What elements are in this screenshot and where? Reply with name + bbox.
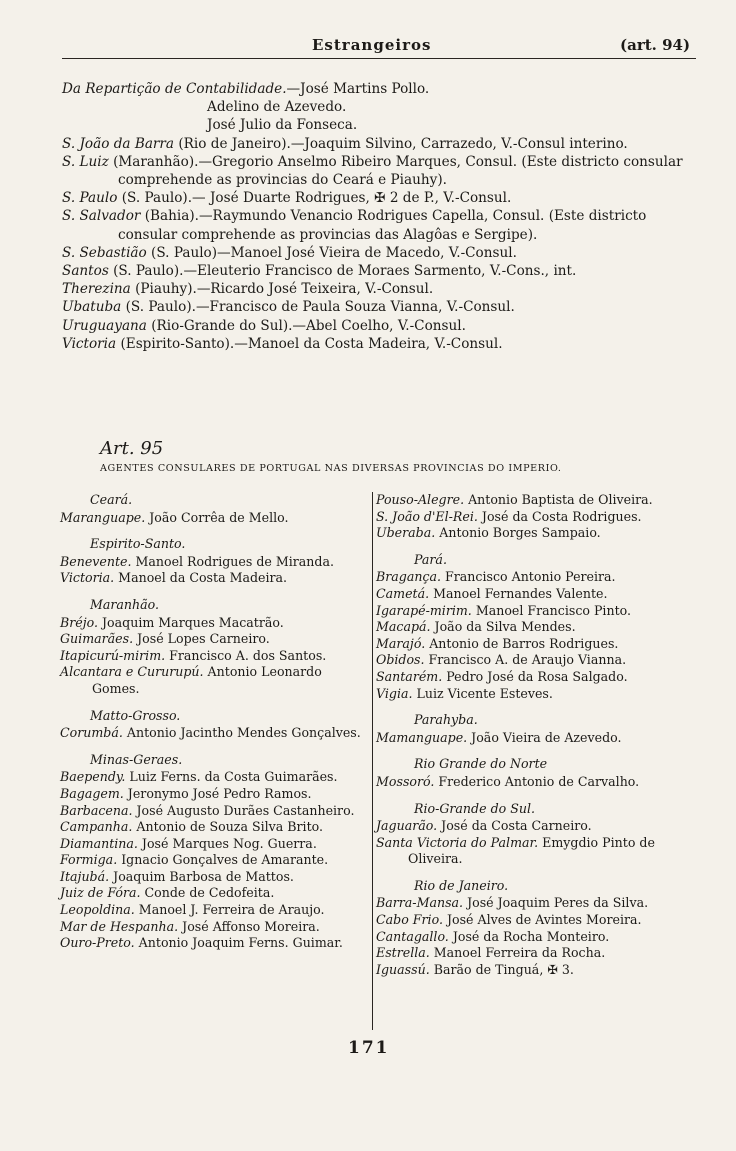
agent-name: Manoel Fernandes Valente. [429,585,608,601]
agent-place: Cabo Frio. [376,912,443,928]
agent-entry [60,664,373,697]
consul-entry [62,298,702,316]
agent-name: Antonio Leonardo Gomes. [92,664,322,696]
agent-name: Ignacio Gonçalves de Amarante. [117,852,329,868]
agent-entry [376,509,696,526]
consul-entry [62,189,702,207]
consul-entry [62,135,702,153]
agent-place: Guimarães. [60,631,134,647]
agent-place: Igarapé-mirim. [376,602,472,618]
section-gap [376,868,696,878]
consul-text: (S. Paulo).—Francisco de Paula Souza Vianna, V.-Consul. [121,299,515,316]
consul-place: S. Luiz [62,153,109,170]
agent-name: José Lopes Carneiro. [133,631,270,647]
agent-entry [60,554,373,571]
agent-place: Diamantina. [60,835,138,851]
province-heading: Rio de Janeiro. [414,877,509,893]
consul-list [62,80,702,353]
province-heading: Maranhão. [90,596,160,612]
agent-place: Santa Victoria do Palmar. [376,834,539,850]
consul-place: Santos [62,263,109,280]
agent-entry [60,885,373,902]
agent-place: Ouro-Preto. [60,935,135,951]
agent-place: Itapicurú-mirim. [60,647,166,663]
agent-entry [60,836,373,853]
consul-entry [62,335,702,353]
agent-name: Francisco A. dos Santos. [165,647,327,663]
agent-name: Conde de Cedofeita. [140,885,275,901]
agent-place: Santarém. [376,668,443,684]
agent-entry [376,835,696,868]
agent-place: Pouso-Alegre. [376,492,465,507]
agent-name: Pedro José da Rosa Salgado. [442,668,628,684]
agent-entry [60,786,373,803]
agent-entry [376,774,696,791]
agent-name: Jeronymo José Pedro Ramos. [123,785,312,801]
agent-place: Barbacena. [60,802,133,818]
agent-entry [376,895,696,912]
consul-text: (S. Paulo).—Eleuterio Francisco de Moraes Sarmento, V.-Cons., int. [108,263,577,280]
agent-entry [376,619,696,636]
agent-entry [60,570,373,587]
agent-entry [60,769,373,786]
agent-entry [376,603,696,620]
consul-place: S. João da Barra [62,135,175,152]
header-rule [62,58,696,59]
consul-place: Da Repartição de Contabilidade. [62,81,287,97]
agent-name: Emygdio Pinto de Oliveira. [408,834,655,867]
agent-place: Victoria. [60,570,115,586]
consul-place: S. Sebastião [62,244,147,261]
article-heading: Art. 95 [100,438,164,459]
section-gap [60,526,373,536]
agent-name: Barão de Tinguá, ✠ 3. [429,961,574,977]
section-gap [60,587,373,597]
agent-entry [60,803,373,820]
agent-place: Baependy. [60,769,126,785]
agent-name: Frederico Antonio de Carvalho. [434,773,640,789]
consul-place: S. Salvador [62,208,141,225]
agent-name: José da Costa Carneiro. [437,818,592,834]
consul-place: S. Paulo [62,190,118,207]
agent-entry [376,912,696,929]
agent-place: S. João d'El-Rei. [376,508,478,524]
agent-name: Antonio Baptista de Oliveira. [464,492,653,507]
agent-place: Juiz de Fóra. [60,885,141,901]
province-heading: Ceará. [90,492,133,507]
header-article: (art. 94) [620,36,691,54]
agent-place: Itajubá. [60,868,110,884]
agent-place: Barra-Mansa. [376,895,464,911]
agent-entry [60,510,373,527]
agent-name: Manoel Ferreira da Rocha. [429,945,606,961]
consul-text: —José Martins Pollo. [286,81,430,97]
section-gap [376,791,696,801]
agent-name: José da Rocha Monteiro. [448,928,610,944]
agent-entry [376,730,696,747]
consul-entry [62,244,702,262]
agent-entry [376,945,696,962]
agent-name: Manoel Francisco Pinto. [471,602,631,618]
agent-place: Cametá. [376,585,430,601]
agent-entry [60,935,373,952]
province-heading: Espirito-Santo. [90,536,186,552]
agent-place: Macapá. [376,619,431,635]
agent-place: Maranguape. [60,509,146,525]
agent-name: Manoel da Costa Madeira. [114,570,288,586]
agent-name: José Affonso Moreira. [178,918,320,934]
agent-entry [376,818,696,835]
right-column [376,492,696,978]
agent-name: Antonio de Barros Rodrigues. [425,635,619,651]
agent-place: Estrella. [376,945,430,961]
consul-text: (S. Paulo).— José Duarte Rodrigues, ✠ 2 de P., V.-Consul. [117,190,512,207]
running-header [0,36,736,56]
agent-name: José da Costa Rodrigues. [477,508,642,524]
consul-text: (Bahia).—Raymundo Venancio Rodrigues Capella, Consul. (Este districto consular comprehende as provincias das Alagôas e Sergipe). [118,208,647,243]
agent-entry [60,919,373,936]
agent-entry [60,615,373,632]
agent-entry [376,525,696,542]
agent-entry [376,962,696,979]
consul-text: (Piauhy).—Ricardo José Teixeira, V.-Consul. [130,281,434,298]
consul-entry [62,153,702,189]
consul-entry [207,98,702,116]
agent-place: Bragança. [376,569,442,585]
consul-entry [62,80,702,98]
agent-entry [60,852,373,869]
agent-place: Benevente. [60,553,132,569]
section-gap [376,542,696,552]
agent-place: Iguassú. [376,961,430,977]
agent-place: Vigia. [376,685,413,701]
agent-entry [376,636,696,653]
consul-entry [62,262,702,280]
agent-entry [60,819,373,836]
agent-name: João Corrêa de Mello. [145,509,289,525]
agent-place: Jaguarão. [376,818,438,834]
agent-name: Joaquim Barbosa de Mattos. [109,868,294,884]
column-divider [372,492,373,1030]
agent-entry [376,652,696,669]
agent-name: José Joaquim Peres da Silva. [463,895,649,911]
agent-place: Leopoldina. [60,902,135,918]
agent-name: José Marques Nog. Guerra. [137,835,317,851]
agent-name: Manoel Rodrigues de Miranda. [131,553,334,569]
agent-entry [60,648,373,665]
consul-text: José Julio da Fonseca. [207,117,358,134]
agent-name: Manoel J. Ferreira de Araujo. [134,902,325,918]
province-heading: Parahyba. [414,712,478,728]
agent-entry [60,902,373,919]
section-gap [60,742,373,752]
agent-place: Mamanguape. [376,729,468,745]
agent-entry [376,569,696,586]
header-title: Estrangeiros [312,36,432,54]
agent-place: Bagagem. [60,785,124,801]
agent-name: João da Silva Mendes. [430,619,576,635]
consul-text: (S. Paulo)—Manoel José Vieira de Macedo, V.-Consul. [146,244,517,261]
agent-name: Luiz Ferns. da Costa Guimarães. [125,769,338,785]
agent-name: Antonio Joaquim Ferns. Guimar. [134,935,343,951]
province-heading: Minas-Geraes. [90,751,183,767]
agent-place: Obidos. [376,652,425,668]
agent-entry [376,929,696,946]
agent-entry [376,492,696,509]
agent-place: Corumbá. [60,725,123,741]
agent-name: José Alves de Avintes Moreira. [442,912,642,928]
agent-place: Alcantara e Cururupú. [60,664,204,680]
consul-text: (Rio de Janeiro).—Joaquim Silvino, Carrazedo, V.-Consul interino. [174,135,628,152]
consul-entry [207,116,702,134]
page-number: 171 [348,1038,390,1058]
section-gap [376,702,696,712]
province-heading: Rio Grande do Norte [414,756,548,772]
consul-text: (Maranhão).—Gregorio Anselmo Ribeiro Marques, Consul. (Este districto consular comprehende as provincias do Ceará e Piauhy). [108,153,683,189]
agent-name: José Augusto Durães Castanheiro. [132,802,355,818]
article-subtitle: AGENTES CONSULARES DE PORTUGAL NAS DIVERSAS PROVINCIAS DO IMPERIO. [100,463,562,474]
agent-place: Formiga. [60,852,118,868]
province-heading: Rio-Grande do Sul. [414,800,535,816]
province-heading: Pará. [414,551,447,567]
agent-place: Cantagallo. [376,928,449,944]
consul-entry [62,207,702,243]
agent-name: João Vieira de Azevedo. [467,729,622,745]
agent-entry [60,869,373,886]
consul-entry [62,317,702,335]
consul-place: Victoria [62,335,117,352]
left-column [60,492,373,952]
agent-entry [376,669,696,686]
consul-text: (Espirito-Santo).—Manoel da Costa Madeira, V.-Consul. [116,335,503,352]
agent-name: Francisco A. de Araujo Vianna. [424,652,627,668]
agent-place: Campanha. [60,819,133,835]
consul-text: (Rio-Grande do Sul).—Abel Coelho, V.-Consul. [146,317,466,334]
consul-text: Adelino de Azevedo. [207,99,347,116]
consul-place: Uruguayana [62,317,147,334]
consul-entry [62,280,702,298]
agent-name: Francisco Antonio Pereira. [441,569,616,585]
agent-place: Marajó. [376,635,426,651]
agent-entry [60,631,373,648]
agent-name: Joaquim Marques Macatrão. [98,614,284,630]
agent-place: Bréjo. [60,614,98,630]
agent-entry [60,725,373,742]
agent-place: Mar de Hespanha. [60,918,179,934]
agent-entry [376,586,696,603]
consul-place: Ubatuba [62,299,122,316]
agent-place: Uberaba. [376,525,436,541]
agent-entry [376,686,696,703]
section-gap [60,698,373,708]
province-heading: Matto-Grosso. [90,707,181,723]
section-gap [376,746,696,756]
agent-name: Luiz Vicente Esteves. [412,685,553,701]
agent-name: Antonio de Souza Silva Brito. [132,819,323,835]
agent-name: Antonio Jacintho Mendes Gonçalves. [122,725,361,741]
consul-place: Therezina [62,281,131,298]
agent-place: Mossoró. [376,773,435,789]
agent-name: Antonio Borges Sampaio. [435,525,601,541]
